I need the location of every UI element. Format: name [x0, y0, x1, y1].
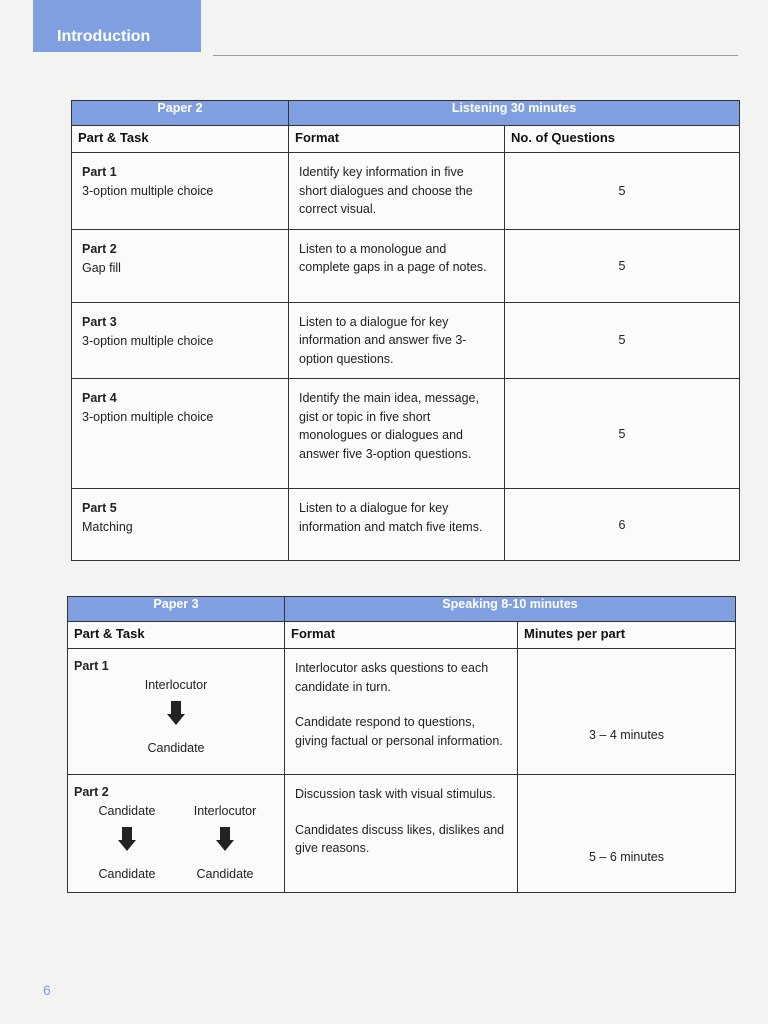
table-row [72, 229, 740, 302]
minutes-per-part: 5 – 6 minutes [518, 775, 736, 893]
paper3-band [68, 597, 736, 622]
paper2-duration: Listening 30 minutes [289, 101, 740, 126]
table-row [68, 649, 736, 775]
task-type: Gap fill [82, 260, 121, 275]
paper2-title: Paper 2 [72, 101, 289, 126]
task-cell [72, 302, 289, 379]
table-row [72, 489, 740, 561]
column-header-minutes: Minutes per part [518, 622, 736, 649]
flow-to: Candidate [98, 867, 156, 881]
paper2-band [72, 101, 740, 126]
task-cell [72, 379, 289, 489]
task-cell [72, 489, 289, 561]
part-label: Part 1 [74, 659, 109, 673]
table-row [72, 379, 740, 489]
flow-to: Candidate [196, 867, 254, 881]
format-cell: Listen to a dialogue for key information and answer five 3-option questions. [289, 302, 505, 379]
format-cell [285, 649, 518, 775]
task-type: 3-option multiple choice [82, 410, 214, 424]
format-cell [285, 775, 518, 893]
format-cell: Identify key information in five short dialogues and choose the correct visual. [289, 153, 505, 230]
flow-to: Candidate [147, 741, 205, 755]
task-type: 3-option multiple choice [82, 184, 214, 198]
down-arrow-icon [118, 827, 136, 851]
question-count: 6 [505, 489, 740, 561]
part-label: Part 2 [74, 785, 109, 799]
flow-from: Interlocutor [193, 804, 257, 818]
table-row [72, 302, 740, 379]
part-label: Part 4 [82, 391, 117, 405]
question-count: 5 [505, 302, 740, 379]
paper3-table [67, 596, 736, 893]
flow-from: Interlocutor [144, 678, 208, 692]
part-label: Part 3 [82, 314, 117, 329]
interaction-flow [74, 802, 278, 884]
column-header-task: Part & Task [72, 126, 289, 153]
format-text: Interlocutor asks questions to each candidate in turn. [295, 661, 489, 694]
task-cell [68, 775, 285, 893]
part-label: Part 1 [82, 165, 117, 179]
paper2-column-headers [72, 126, 740, 153]
task-cell [68, 649, 285, 775]
format-cell: Listen to a dialogue for key information and match five items. [289, 489, 505, 561]
format-text: Discussion task with visual stimulus. [295, 787, 496, 801]
flow-column [87, 802, 167, 884]
task-cell [72, 229, 289, 302]
down-arrow-icon [167, 701, 185, 725]
column-header-task: Part & Task [68, 622, 285, 649]
flow-from: Candidate [98, 804, 156, 818]
format-text: Candidates discuss likes, dislikes and give reasons. [295, 822, 505, 855]
task-cell [72, 153, 289, 230]
format-cell: Listen to a monologue and complete gaps in a page of notes. [289, 229, 505, 302]
format-cell: Identify the main idea, message, gist or topic in five short monologues or dialogues and answer five 3-option questions. [289, 379, 505, 489]
paper3-title: Paper 3 [68, 597, 285, 622]
question-count: 5 [505, 379, 740, 489]
question-count: 5 [505, 153, 740, 230]
column-header-format: Format [289, 126, 505, 153]
section-tab [33, 0, 201, 52]
question-count: 5 [505, 229, 740, 302]
table-row [68, 775, 736, 893]
minutes-per-part: 3 – 4 minutes [518, 649, 736, 775]
task-type: 3-option multiple choice [82, 333, 214, 348]
format-text: Candidate respond to questions, giving factual or personal information. [295, 715, 503, 748]
paper3-column-headers [68, 622, 736, 649]
column-header-format: Format [285, 622, 518, 649]
down-arrow-icon [216, 827, 234, 851]
paper2-table [71, 100, 740, 561]
part-label: Part 2 [82, 241, 117, 256]
page-number: 6 [43, 982, 51, 998]
header-rule [213, 55, 738, 56]
interaction-flow [74, 676, 278, 758]
column-header-questions: No. of Questions [505, 126, 740, 153]
part-label: Part 5 [82, 501, 117, 515]
section-title: Introduction [57, 28, 151, 45]
paper3-duration: Speaking 8-10 minutes [285, 597, 736, 622]
flow-column [185, 802, 265, 884]
task-type: Matching [82, 520, 133, 534]
table-row [72, 153, 740, 230]
